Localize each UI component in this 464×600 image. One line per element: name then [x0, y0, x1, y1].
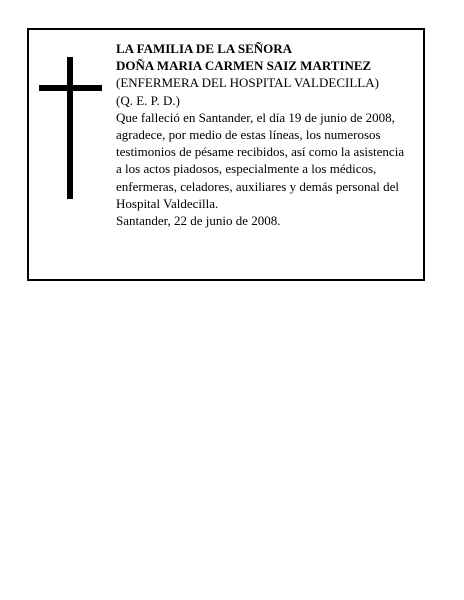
deceased-occupation: (ENFERMERA DEL HOSPITAL VALDECILLA) [116, 75, 379, 91]
body-line: a los actos piadosos, especialmente a los médicos, [116, 161, 377, 177]
body-line: agradece, por medio de estas líneas, los numerosos [116, 127, 381, 143]
notice-text [116, 40, 424, 229]
deceased-name: DOÑA MARIA CARMEN SAIZ MARTINEZ [116, 58, 372, 74]
body-line: testimonios de pésame recibidos, así como la asistencia [116, 144, 405, 160]
signature-date: Santander, 22 de junio de 2008. [116, 213, 281, 229]
cross-icon [67, 57, 73, 199]
family-heading: LA FAMILIA DE LA SEÑORA [116, 41, 293, 56]
cross-icon-bar [39, 85, 102, 91]
body-line: Que falleció en Santander, el día 19 de junio de 2008, [116, 109, 395, 125]
body-line: enfermeras, celadores, auxiliares y demás personal del [116, 178, 399, 194]
rip-note: (Q. E. P. D.) [116, 92, 180, 108]
body-line: Hospital Valdecilla. [116, 195, 219, 211]
obituary-notice [27, 28, 425, 281]
